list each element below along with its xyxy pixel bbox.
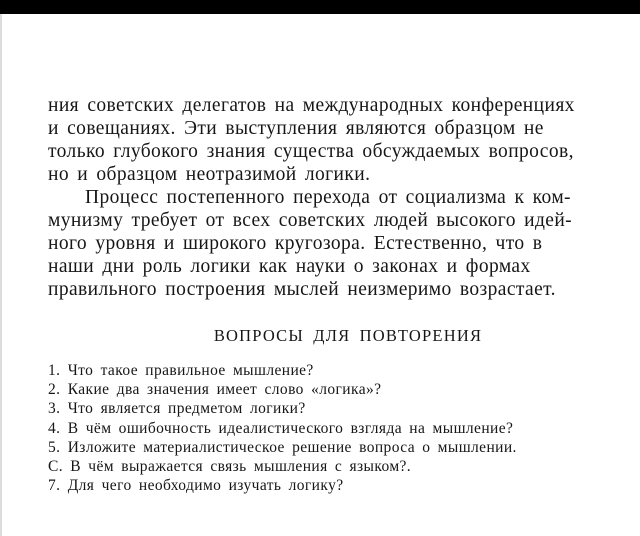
- question-item: 3. Что является предметом логики?: [48, 400, 306, 418]
- body-line: Процесс постепенного перехода от социализма к ком-: [85, 187, 571, 208]
- question-item: 4. В чём ошибочность идеалистического взгляда на мышление?: [48, 419, 514, 437]
- body-line: и совещаниях. Эти выступления являются образцом не: [48, 118, 544, 139]
- question-item: 5. Изложите материалистическое решение вопроса о мышлении.: [48, 438, 517, 456]
- body-line: правильного построения мыслей неизмеримо возрастает.: [48, 279, 556, 300]
- body-line: только глубокого знания существа обсуждаемых вопросов,: [48, 141, 574, 162]
- question-item: 1. Что такое правильное мышление?: [48, 362, 314, 379]
- question-item: С. В чём выражается связь мышления с языком?.: [48, 458, 412, 476]
- body-line: ния советских делегатов на международных конференциях: [48, 95, 575, 116]
- question-item: 2. Какие два значения имеет слово «логика»?: [48, 381, 382, 399]
- body-line: наши дни роль логики как науки о законах и формах: [48, 256, 531, 277]
- review-questions-list: [48, 361, 640, 495]
- body-paragraphs: [48, 94, 640, 301]
- body-line: ного уровня и широкого кругозора. Естественно, что в: [48, 233, 543, 254]
- question-item: 7. Для чего необходимо изучать логику?: [48, 477, 344, 495]
- body-line: мунизму требует от всех советских людей высокого идей-: [48, 210, 573, 231]
- body-line: но и образцом неотразимой логики.: [48, 164, 371, 185]
- section-heading: ВОПРОСЫ ДЛЯ ПОВТОРЕНИЯ: [213, 326, 483, 345]
